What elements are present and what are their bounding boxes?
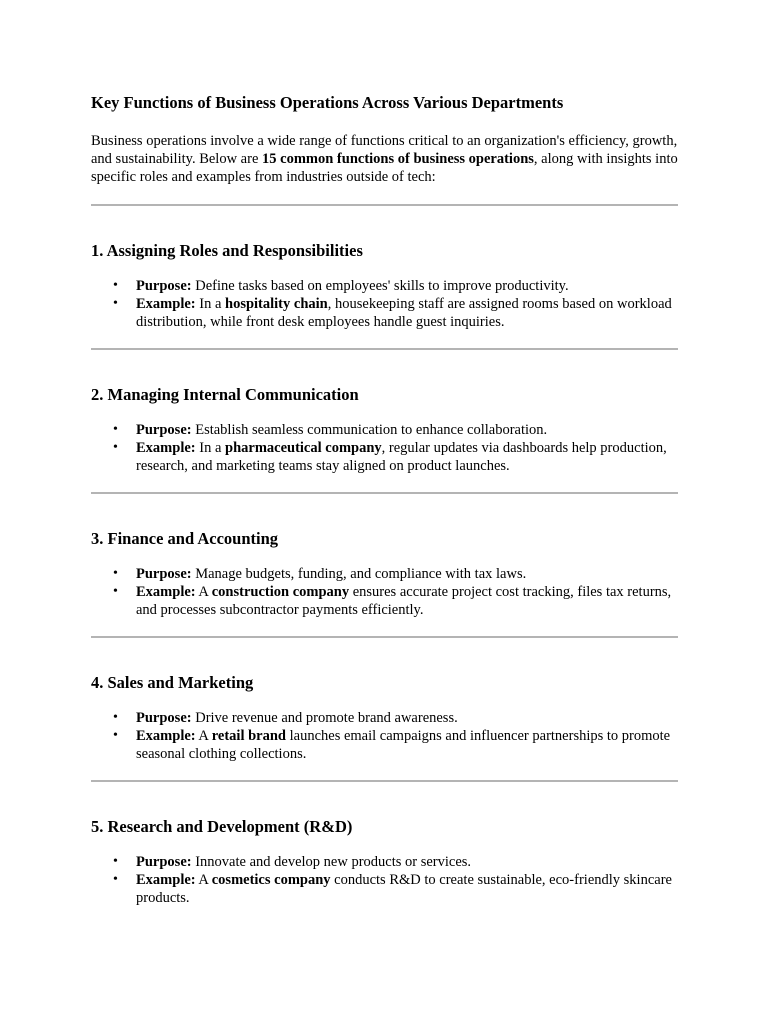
example-label: Example: xyxy=(136,296,196,312)
section-heading: 2. Managing Internal Communication xyxy=(91,385,359,404)
intro-text-end: , along with insights into specific roles and examples from industries outside of tech: xyxy=(91,151,678,185)
example-item xyxy=(91,583,679,619)
section-sales-marketing xyxy=(91,673,679,782)
bullet-icon: • xyxy=(113,584,118,599)
example-text-end: ensures accurate project cost tracking, files tax returns, and processes subcontractor payments efficiently. xyxy=(136,584,672,618)
purpose-item xyxy=(91,853,679,871)
example-bold-industry: construction company xyxy=(211,584,350,600)
section-heading: 4. Sales and Marketing xyxy=(91,673,254,692)
section-assigning-roles xyxy=(91,241,679,350)
horizontal-divider xyxy=(91,492,678,494)
bullet-icon: • xyxy=(113,728,118,743)
bullet-list xyxy=(91,709,679,763)
bullet-icon: • xyxy=(113,710,118,725)
horizontal-divider xyxy=(91,204,678,206)
purpose-label: Purpose: xyxy=(136,566,192,582)
example-text-start: A xyxy=(195,872,212,888)
example-text-start: A xyxy=(195,584,212,600)
purpose-item xyxy=(91,277,679,295)
bullet-list xyxy=(91,421,679,475)
section-research-development xyxy=(91,817,679,907)
example-item xyxy=(91,871,679,907)
intro-text-start: Business operations involve a wide range of functions critical to an organization's efficiency, growth, and sustainability. Below are xyxy=(91,133,678,167)
purpose-label: Purpose: xyxy=(136,710,192,726)
example-label: Example: xyxy=(136,872,196,888)
horizontal-divider xyxy=(91,636,678,638)
purpose-label: Purpose: xyxy=(136,422,192,438)
bullet-icon: • xyxy=(113,872,118,887)
example-bold-industry: hospitality chain xyxy=(225,296,328,312)
example-label: Example: xyxy=(136,584,196,600)
bullet-list xyxy=(91,277,679,331)
example-text-end: , regular updates via dashboards help production, research, and marketing teams stay aligned on product launches. xyxy=(136,440,667,474)
horizontal-divider xyxy=(91,780,678,782)
intro-bold-phrase: 15 common functions of business operations xyxy=(262,151,534,167)
section-heading: 3. Finance and Accounting xyxy=(91,529,279,548)
example-label: Example: xyxy=(136,440,196,456)
section-heading: 1. Assigning Roles and Responsibilities xyxy=(91,241,363,260)
example-text-start: A xyxy=(195,728,212,744)
purpose-text: Define tasks based on employees' skills to improve productivity. xyxy=(191,278,569,294)
purpose-label: Purpose: xyxy=(136,278,192,294)
bullet-icon: • xyxy=(113,854,118,869)
bullet-icon: • xyxy=(113,440,118,455)
example-text-end: , housekeeping staff are assigned rooms based on workload distribution, while front desk employees handle guest inquiries. xyxy=(136,296,672,330)
section-heading: 5. Research and Development (R&D) xyxy=(91,817,353,836)
purpose-item xyxy=(91,565,679,583)
intro-paragraph xyxy=(91,132,679,186)
example-item xyxy=(91,295,679,331)
section-internal-communication xyxy=(91,385,679,494)
example-bold-industry: cosmetics company xyxy=(211,872,331,888)
example-item xyxy=(91,439,679,475)
example-bold-industry: pharmaceutical company xyxy=(225,440,382,456)
purpose-text: Manage budgets, funding, and compliance with tax laws. xyxy=(191,566,527,582)
bullet-icon: • xyxy=(113,278,118,293)
purpose-text: Innovate and develop new products or services. xyxy=(191,854,472,870)
document-title: Key Functions of Business Operations Across Various Departments xyxy=(91,93,564,112)
purpose-label: Purpose: xyxy=(136,854,192,870)
bullet-list xyxy=(91,853,679,907)
example-text-start: In a xyxy=(195,440,225,456)
bullet-icon: • xyxy=(113,566,118,581)
bullet-list xyxy=(91,565,679,619)
purpose-item xyxy=(91,709,679,727)
purpose-text: Drive revenue and promote brand awareness. xyxy=(191,710,458,726)
example-text-end: conducts R&D to create sustainable, eco-friendly skincare products. xyxy=(136,872,672,906)
bullet-icon: • xyxy=(113,422,118,437)
purpose-text: Establish seamless communication to enhance collaboration. xyxy=(191,422,548,438)
bullet-icon: • xyxy=(113,296,118,311)
section-finance-accounting xyxy=(91,529,679,638)
example-item xyxy=(91,727,679,763)
example-label: Example: xyxy=(136,728,196,744)
document-page xyxy=(91,93,679,907)
example-bold-industry: retail brand xyxy=(211,728,286,744)
purpose-item xyxy=(91,421,679,439)
horizontal-divider xyxy=(91,348,678,350)
example-text-start: In a xyxy=(195,296,225,312)
example-text-end: launches email campaigns and influencer partnerships to promote seasonal clothing collections. xyxy=(136,728,671,762)
